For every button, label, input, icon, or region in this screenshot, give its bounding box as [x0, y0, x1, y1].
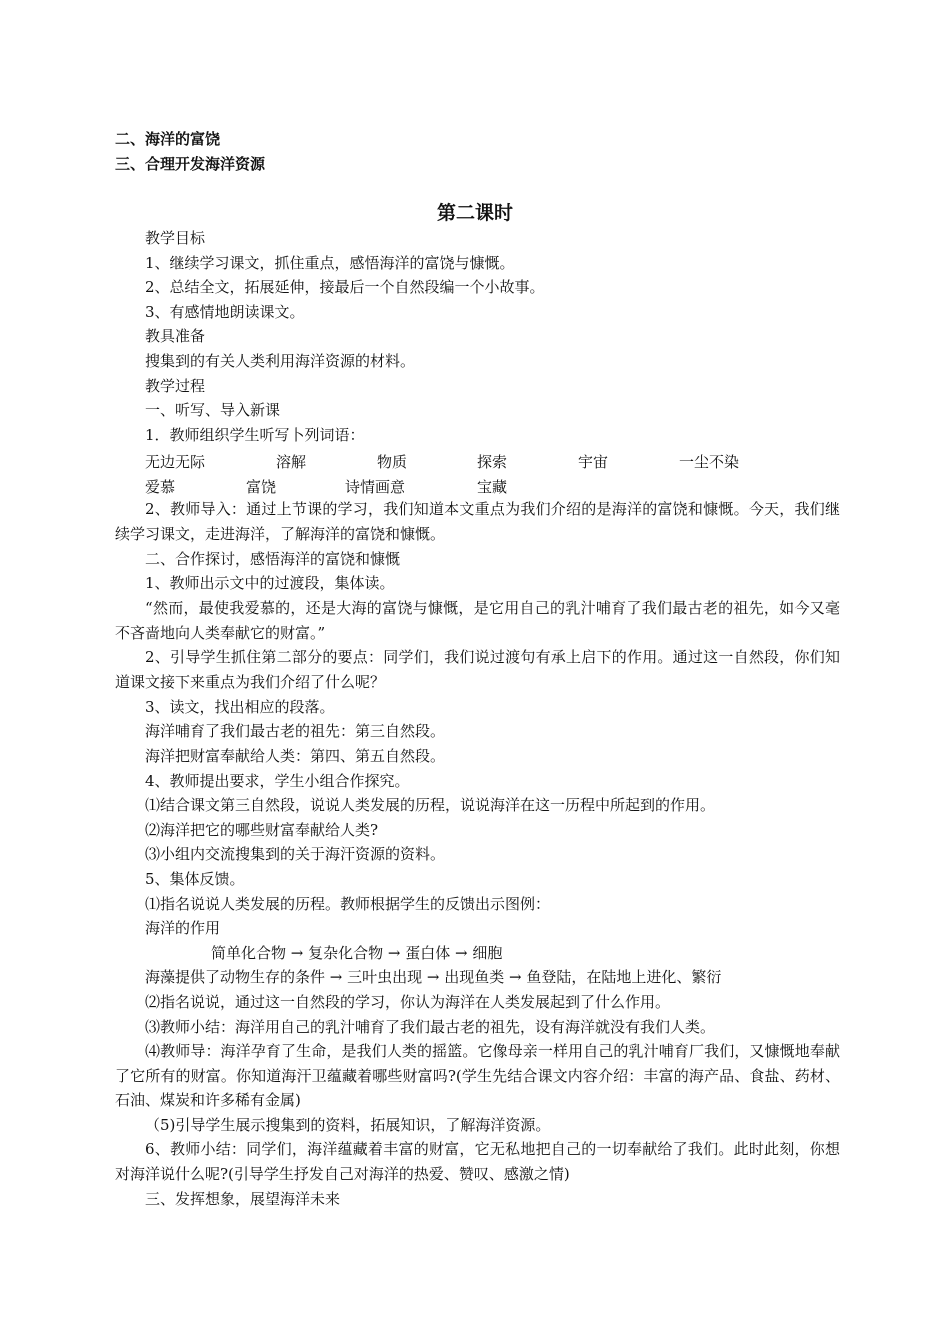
vocab-word: 诗情画意: [345, 478, 406, 496]
vocab-word: 溶解: [276, 453, 307, 471]
line: 1、继续学习课文，抓住重点，感悟海洋的富饶与慷慨。: [145, 254, 515, 272]
paragraph: ⑷教师导：海洋孕育了生命，是我们人类的摇篮。它像母亲一样用自己的乳汁哺育厂我们，又慷慨地奉献了它所有的财富。你知道海汗卫蕴藏着哪些财富吗?(学生先结合课文内容介绍：丰富的海产品、食盐、药材、石油、煤炭和许多稀有金属): [115, 1042, 840, 1110]
flow-chain-1: 简单化合物 → 复杂化合物 → 蛋白体 → 细胞: [211, 944, 503, 962]
line: 4、教师提出要求，学生小组合作探究。: [145, 772, 410, 790]
line: 3、读文，找出相应的段落。: [145, 698, 335, 716]
vocab-word: 物质: [377, 453, 408, 471]
line: ⑶教师小结：海洋用自己的乳汁哺育了我们最古老的祖先，设有海洋就没有我们人类。: [145, 1018, 716, 1036]
paragraph-intro: 2、教师导入：通过上节课的学习，我们知道本文重点为我们介绍的是海洋的富饶和慷慨。今天，我们继续学习课文，走进海洋，了解海洋的富饶和慷慨。: [115, 500, 840, 543]
vocab-word: 富饶: [246, 478, 277, 496]
paragraph: 2、引导学生抓住第二部分的要点：同学们，我们说过渡句有承上启下的作用。通过这一自然段，你们知道课文接下来重点为我们介绍了什么呢？: [115, 648, 840, 691]
lesson-title: 第二课时: [436, 202, 513, 224]
vocab-word: 无边无际: [145, 453, 206, 471]
line: 一、听写、导入新课: [145, 401, 281, 419]
quote-paragraph: “然而，最使我爱慕的，还是大海的富饶与慷慨，是它用自己的乳汁哺育了我们最古老的祖先，如今又毫不吝啬地向人类奉献它的财富。”: [115, 599, 840, 642]
line: ⑵海洋把它的哪些财富奉献给人类?: [145, 821, 379, 839]
line: 海洋哺育了我们最古老的祖先：第三自然段。: [145, 722, 446, 740]
line: ⑴指名说说人类发展的历程。教师根据学生的反馈出示图例：: [145, 895, 551, 913]
vocab-word: 宝藏: [477, 478, 508, 496]
line: 1．教师组织学生听写卜列词语：: [145, 426, 365, 444]
vocab-word: 一尘不染: [679, 453, 740, 471]
line: ⑴结合课文第三自然段，说说人类发展的历程，说说海洋在这一历程中所起到的作用。: [145, 796, 716, 814]
line: 搜集到的有关人类利用海洋资源的材料。: [145, 352, 416, 370]
heading-3: 三、合理开发海洋资源: [115, 155, 266, 173]
line: ⑶小组内交流搜集到的关于海汗资源的资料。: [145, 845, 446, 863]
section-heading: 三、发挥想象，展望海洋未来: [145, 1190, 341, 1208]
section-heading: 二、合作探讨，感悟海洋的富饶和慷慨: [145, 550, 401, 568]
line: 5、集体反馈。: [145, 870, 245, 888]
vocab-word: 宇宙: [578, 453, 609, 471]
heading-2: 二、海洋的富饶: [115, 130, 221, 148]
line: 海洋的作用: [145, 919, 221, 937]
line: ⑵指名说说，通过这一自然段的学习，你认为海洋在人类发展起到了什么作用。: [145, 993, 671, 1011]
vocab-word: 爱慕: [145, 478, 176, 496]
vocab-word: 探索: [477, 453, 508, 471]
line: 教学目标: [145, 229, 206, 247]
line: 3、有感情地朗读课文。: [145, 303, 305, 321]
paragraph: 6、教师小结：同学们，海洋蕴藏着丰富的财富，它无私地把自己的一切奉献给了我们。此时此刻，你想对海洋说什么呢?(引导学生抒发自己对海洋的热爱、赞叹、感激之情): [115, 1140, 840, 1183]
line: 教学过程: [145, 377, 206, 395]
line: 2、总结全文，拓展延伸，接最后一个自然段编一个小故事。: [145, 278, 545, 296]
line: （5)引导学生展示搜集到的资料，拓展知识，了解海洋资源。: [145, 1116, 551, 1134]
flow-chain-2: 海藻提供了动物生存的条件 → 三叶虫出现 → 出现鱼类 → 鱼登陆，在陆地上进化、繁衍: [145, 968, 722, 986]
line: 教具准备: [145, 327, 206, 345]
line: 海洋把财富奉献给人类：第四、第五自然段。: [145, 747, 446, 765]
line: 1、教师出示文中的过渡段，集体读。: [145, 574, 395, 592]
